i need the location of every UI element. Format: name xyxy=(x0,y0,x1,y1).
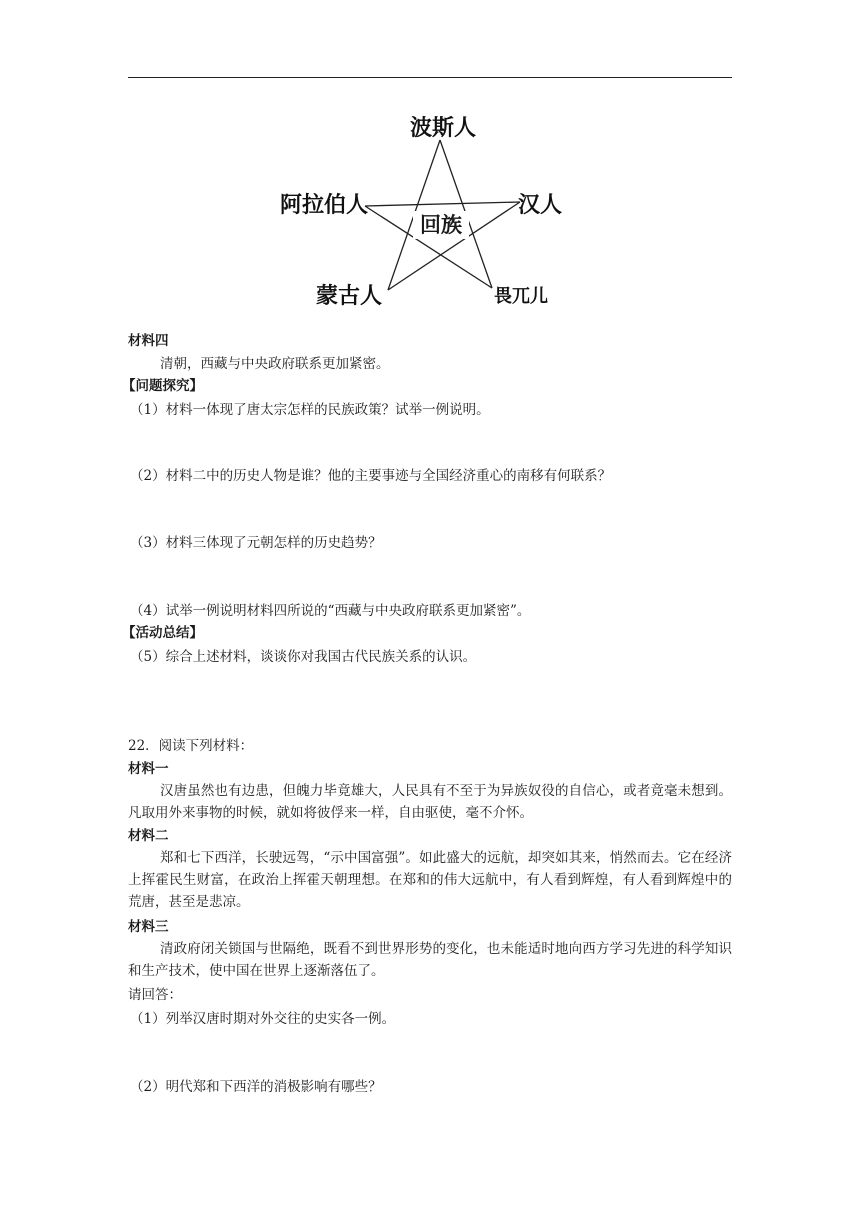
node-mongols: 蒙古人 xyxy=(316,284,383,309)
answer-prompt: 请回答： xyxy=(128,987,182,1003)
node-persians: 波斯人 xyxy=(410,116,477,141)
q22-material1-text xyxy=(128,780,732,824)
ethnic-origin-star-diagram xyxy=(270,110,570,320)
header-rule xyxy=(128,77,732,78)
q22-material3-text xyxy=(128,938,732,982)
question-4: （4）试举一例说明材料四所说的“西藏与中央政府联系更加紧密”。 xyxy=(130,603,531,619)
node-arabs: 阿拉伯人 xyxy=(280,193,369,218)
inquiry-heading: 【问题探究】 xyxy=(122,378,203,394)
node-hui-center: 回族 xyxy=(413,211,469,239)
q22-material1-paragraph: 汉唐虽然也有边患，但魄力毕竟雄大，人民具有不至于为异族奴役的自信心，或者竟毫未想到。凡取用外来事物的时候，就如将彼俘来一样，自由驱使，毫不介怀。 xyxy=(128,783,732,821)
question-1: （1）材料一体现了唐太宗怎样的民族政策？试举一例说明。 xyxy=(130,402,490,418)
summary-heading: 【活动总结】 xyxy=(122,625,203,641)
material4-title: 材料四 xyxy=(128,333,169,349)
question-5: （5）综合上述材料，谈谈你对我国古代民族关系的认识。 xyxy=(130,649,477,665)
question-3: （3）材料三体现了元朝怎样的历史趋势？ xyxy=(130,535,382,551)
q22-material3-paragraph: 清政府闭关锁国与世隔绝，既看不到世界形势的变化，也未能适时地向西方学习先进的科学知识和生产技术，使中国在世界上逐渐落伍了。 xyxy=(128,941,732,979)
q22-material2-text xyxy=(128,847,732,913)
q22-material1-title: 材料一 xyxy=(128,761,169,777)
q22-material3-title: 材料三 xyxy=(128,919,169,935)
q22-question-2: （2）明代郑和下西洋的消极影响有哪些？ xyxy=(130,1079,382,1095)
node-han: 汉人 xyxy=(518,193,563,218)
q22-question-1: （1）列举汉唐时期对外交往的史实各一例。 xyxy=(130,1011,396,1027)
question-2: （2）材料二中的历史人物是谁？他的主要事迹与全国经济重心的南移有何联系？ xyxy=(130,468,612,484)
node-uyghurs: 畏兀儿 xyxy=(494,286,548,307)
material4-text: 清朝，西藏与中央政府联系更加紧密。 xyxy=(160,356,390,372)
q22-material2-paragraph: 郑和七下西洋，长驶远驾，“示中国富强”。如此盛大的远航，却突如其来，悄然而去。它在经济上挥霍民生财富，在政治上挥霍天朝理想。在郑和的伟大远航中，有人看到辉煌，有人看到辉煌中的荒唐，甚至是悲凉。 xyxy=(128,850,732,910)
q22-material2-title: 材料二 xyxy=(128,828,169,844)
q22-intro: 22．阅读下列材料： xyxy=(128,738,254,754)
